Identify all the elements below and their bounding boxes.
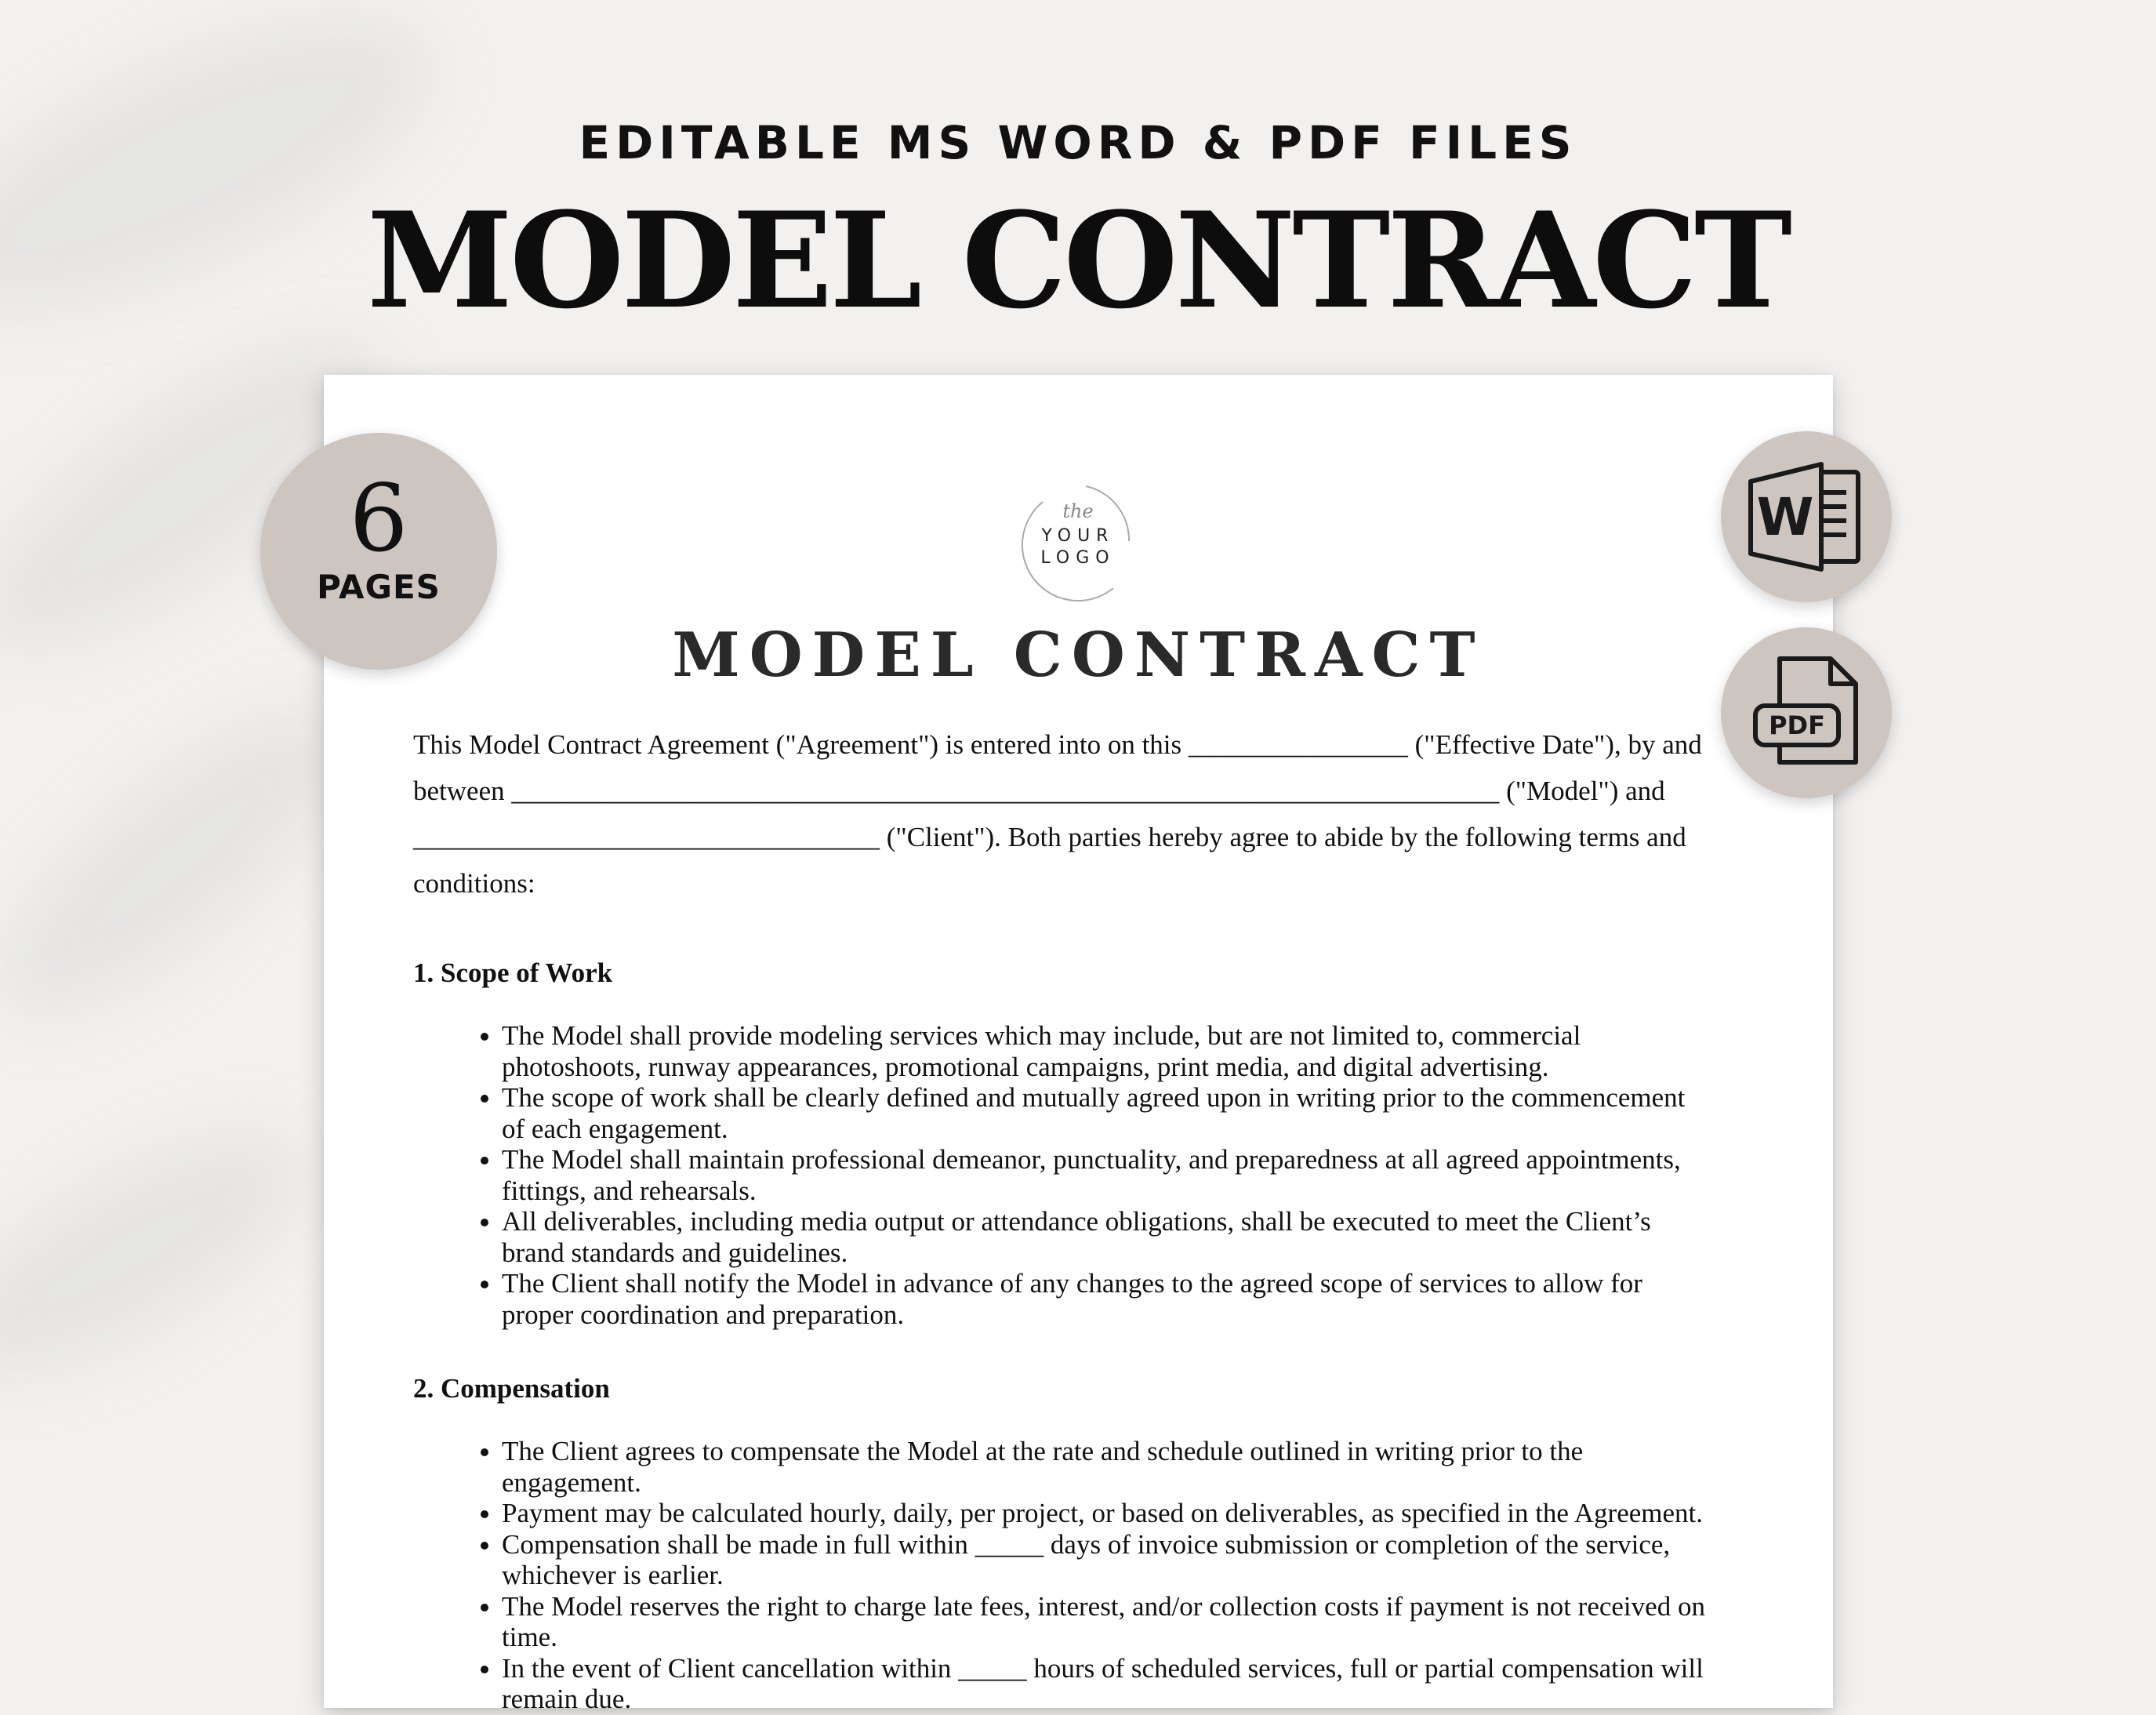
section-heading: 2. Compensation [413, 1373, 610, 1404]
logo [1011, 471, 1145, 604]
pages-label: PAGES [317, 568, 441, 606]
document-body [413, 721, 1715, 1715]
list-item: • The Model shall maintain professional demeanor, punctuality, and preparedness at all agreed appointments, fittings, and rehearsals. [502, 1144, 1715, 1206]
list-item: • The Model shall provide modeling services which may include, but are not limited to, commercial photoshoots, runway appearances, promotional campaigns, print media, and digital advertising. [502, 1020, 1715, 1082]
intro-line: between ________________________________________________________________________ ("Model") and [413, 776, 1665, 806]
intro-line: conditions: [413, 868, 535, 899]
list-item: • Payment may be calculated hourly, daily, per project, or based on deliverables, as specified in the Agreement. [502, 1498, 1715, 1529]
pdf-icon-label: PDF [1769, 710, 1825, 740]
list-item: • The Client agrees to compensate the Model at the rate and schedule outlined in writing prior to the engagement. [502, 1436, 1715, 1498]
logo-mark [1011, 471, 1145, 604]
document-title: MODEL CONTRACT [672, 620, 1485, 691]
background-shadow [0, 1085, 341, 1424]
list-item: • In the event of Client cancellation within _____ hours of scheduled services, full or partial compensation will remain due. [502, 1653, 1715, 1715]
intro-line: This Model Contract Agreement ("Agreement") is entered into on this ________________ ("Effective Date"), by and [413, 729, 1702, 760]
pages-count: 6 [349, 464, 408, 572]
svg-text:the: the [1062, 500, 1094, 522]
product-tagline: EDITABLE MS WORD & PDF FILES [579, 116, 1577, 169]
logo-text-line1: YOUR [1041, 526, 1115, 546]
list-item: • All deliverables, including media output or attendance obligations, shall be executed to meet the Client’s brand standards and guidelines. [502, 1206, 1715, 1268]
section-list [413, 1020, 1715, 1330]
word-file-icon [1721, 431, 1892, 602]
list-item: • The Client shall notify the Model in advance of any changes to the agreed scope of services to allow for proper coordination and preparation. [502, 1268, 1715, 1330]
intro-line: __________________________________ ("Client"). Both parties hereby agree to abide by the following terms and [413, 822, 1686, 852]
pdf-badge [1721, 627, 1892, 798]
intro-paragraph [413, 721, 1715, 907]
pages-badge [260, 433, 497, 670]
list-item: • Compensation shall be made in full within _____ days of invoice submission or completion of the service, whichever is earlier. [502, 1529, 1715, 1591]
hero-title: MODEL CONTRACT [367, 183, 1789, 338]
section-list [413, 1436, 1715, 1715]
svg-text:W: W [1756, 487, 1814, 547]
logo-text-line2: LOGO [1040, 548, 1116, 568]
pdf-file-icon [1721, 627, 1892, 798]
word-badge [1721, 431, 1892, 602]
list-item: • The Model reserves the right to charge late fees, interest, and/or collection costs if payment is not received on time. [502, 1591, 1715, 1653]
section-heading: 1. Scope of Work [413, 957, 613, 988]
list-item: • The scope of work shall be clearly defined and mutually agreed upon in writing prior to the commencement of each engagement. [502, 1082, 1715, 1144]
